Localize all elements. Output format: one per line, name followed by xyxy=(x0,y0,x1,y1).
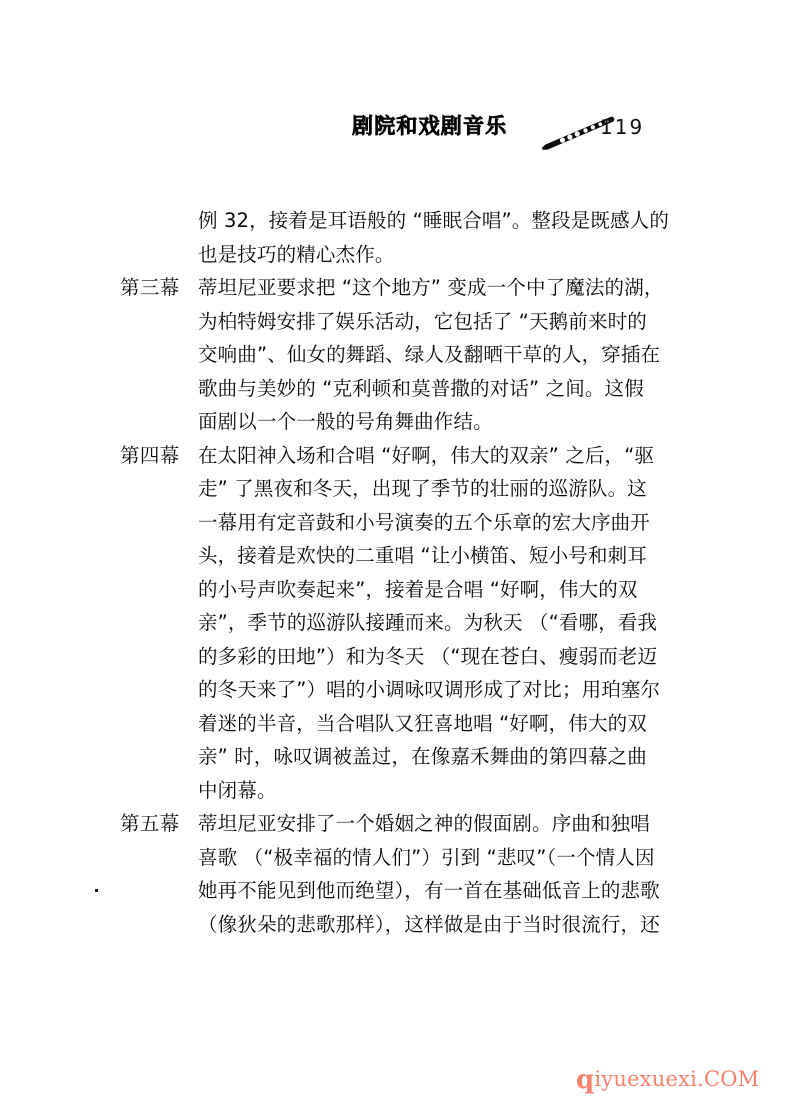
text-line: 的小号声吹奏起来”，接着是合唱 “好啊，伟大的双 xyxy=(198,577,638,601)
text-line: 也是技巧的精心杰作。 xyxy=(198,242,395,266)
text-line: 的多彩的田地”）和为冬天 （“现在苍白、瘦弱而老迈 xyxy=(198,644,658,668)
text-line: 头，接着是欢快的二重唱 “让小横笛、短小号和刺耳 xyxy=(198,544,647,567)
text-line: 的冬天来了”）唱的小调咏叹调形成了对比；用珀塞尔 xyxy=(198,678,661,701)
text-line: 面剧以一个一般的号角舞曲作结。 xyxy=(198,410,493,433)
text-line: （像狄朵的悲歌那样），这样做是由于当时很流行，还 xyxy=(198,912,660,936)
scan-speck xyxy=(95,889,98,892)
text-line: 中闭幕。 xyxy=(198,778,277,802)
text-line: 着迷的半音，当合唱队又狂喜地唱 “好啊，伟大的双 xyxy=(198,711,647,735)
text-line: 她再不能见到他而绝望），有一首在基础低音上的悲歌 xyxy=(198,879,660,902)
text-line: 例 32，接着是耳语般的 “睡眠合唱”。整段是既感人的 xyxy=(198,209,669,232)
text-line: 交响曲”、仙女的舞蹈、绿人及翻晒干草的人，穿插在 xyxy=(198,343,661,366)
watermark-initial: q xyxy=(576,1065,595,1095)
text-line: 为柏特姆安排了娱乐活动，它包括了 “天鹅前来时的 xyxy=(198,309,647,333)
page-number: 119 xyxy=(600,115,645,139)
text-line: 走” 了黑夜和冬天，出现了季节的壮丽的巡游队。这 xyxy=(198,477,647,500)
text-line: 亲”，季节的巡游队接踵而来。为秋天 （“看哪，看我 xyxy=(198,611,658,634)
act-label: 第三幕 xyxy=(120,276,180,299)
text-line: 蒂坦尼亚要求把 “这个地方” 变成一个中了魔法的湖， xyxy=(198,276,664,299)
site-watermark xyxy=(576,1066,759,1093)
watermark-text: iyuexuexi.COM xyxy=(594,1067,760,1091)
page-header-title: 剧院和戏剧音乐 xyxy=(352,114,508,138)
text-line: 在太阳神入场和合唱 “好啊，伟大的双亲” 之后，“驱 xyxy=(198,443,655,467)
text-line: 亲” 时，咏叹调被盖过，在像嘉禾舞曲的第四幕之曲 xyxy=(198,745,647,768)
text-line: 蒂坦尼亚安排了一个婚姻之神的假面剧。序曲和独唱 xyxy=(198,812,650,835)
text-line: 一幕用有定音鼓和小号演奏的五个乐章的宏大序曲开 xyxy=(198,510,650,534)
text-line: 喜歌 （“极幸福的情人们”）引到 “悲叹”（一个情人因 xyxy=(198,845,655,869)
act-label: 第五幕 xyxy=(120,812,180,835)
act-label: 第四幕 xyxy=(120,443,180,467)
text-line: 歌曲与美妙的 “克利顿和莫普撒的对话” 之间。这假 xyxy=(198,376,644,400)
